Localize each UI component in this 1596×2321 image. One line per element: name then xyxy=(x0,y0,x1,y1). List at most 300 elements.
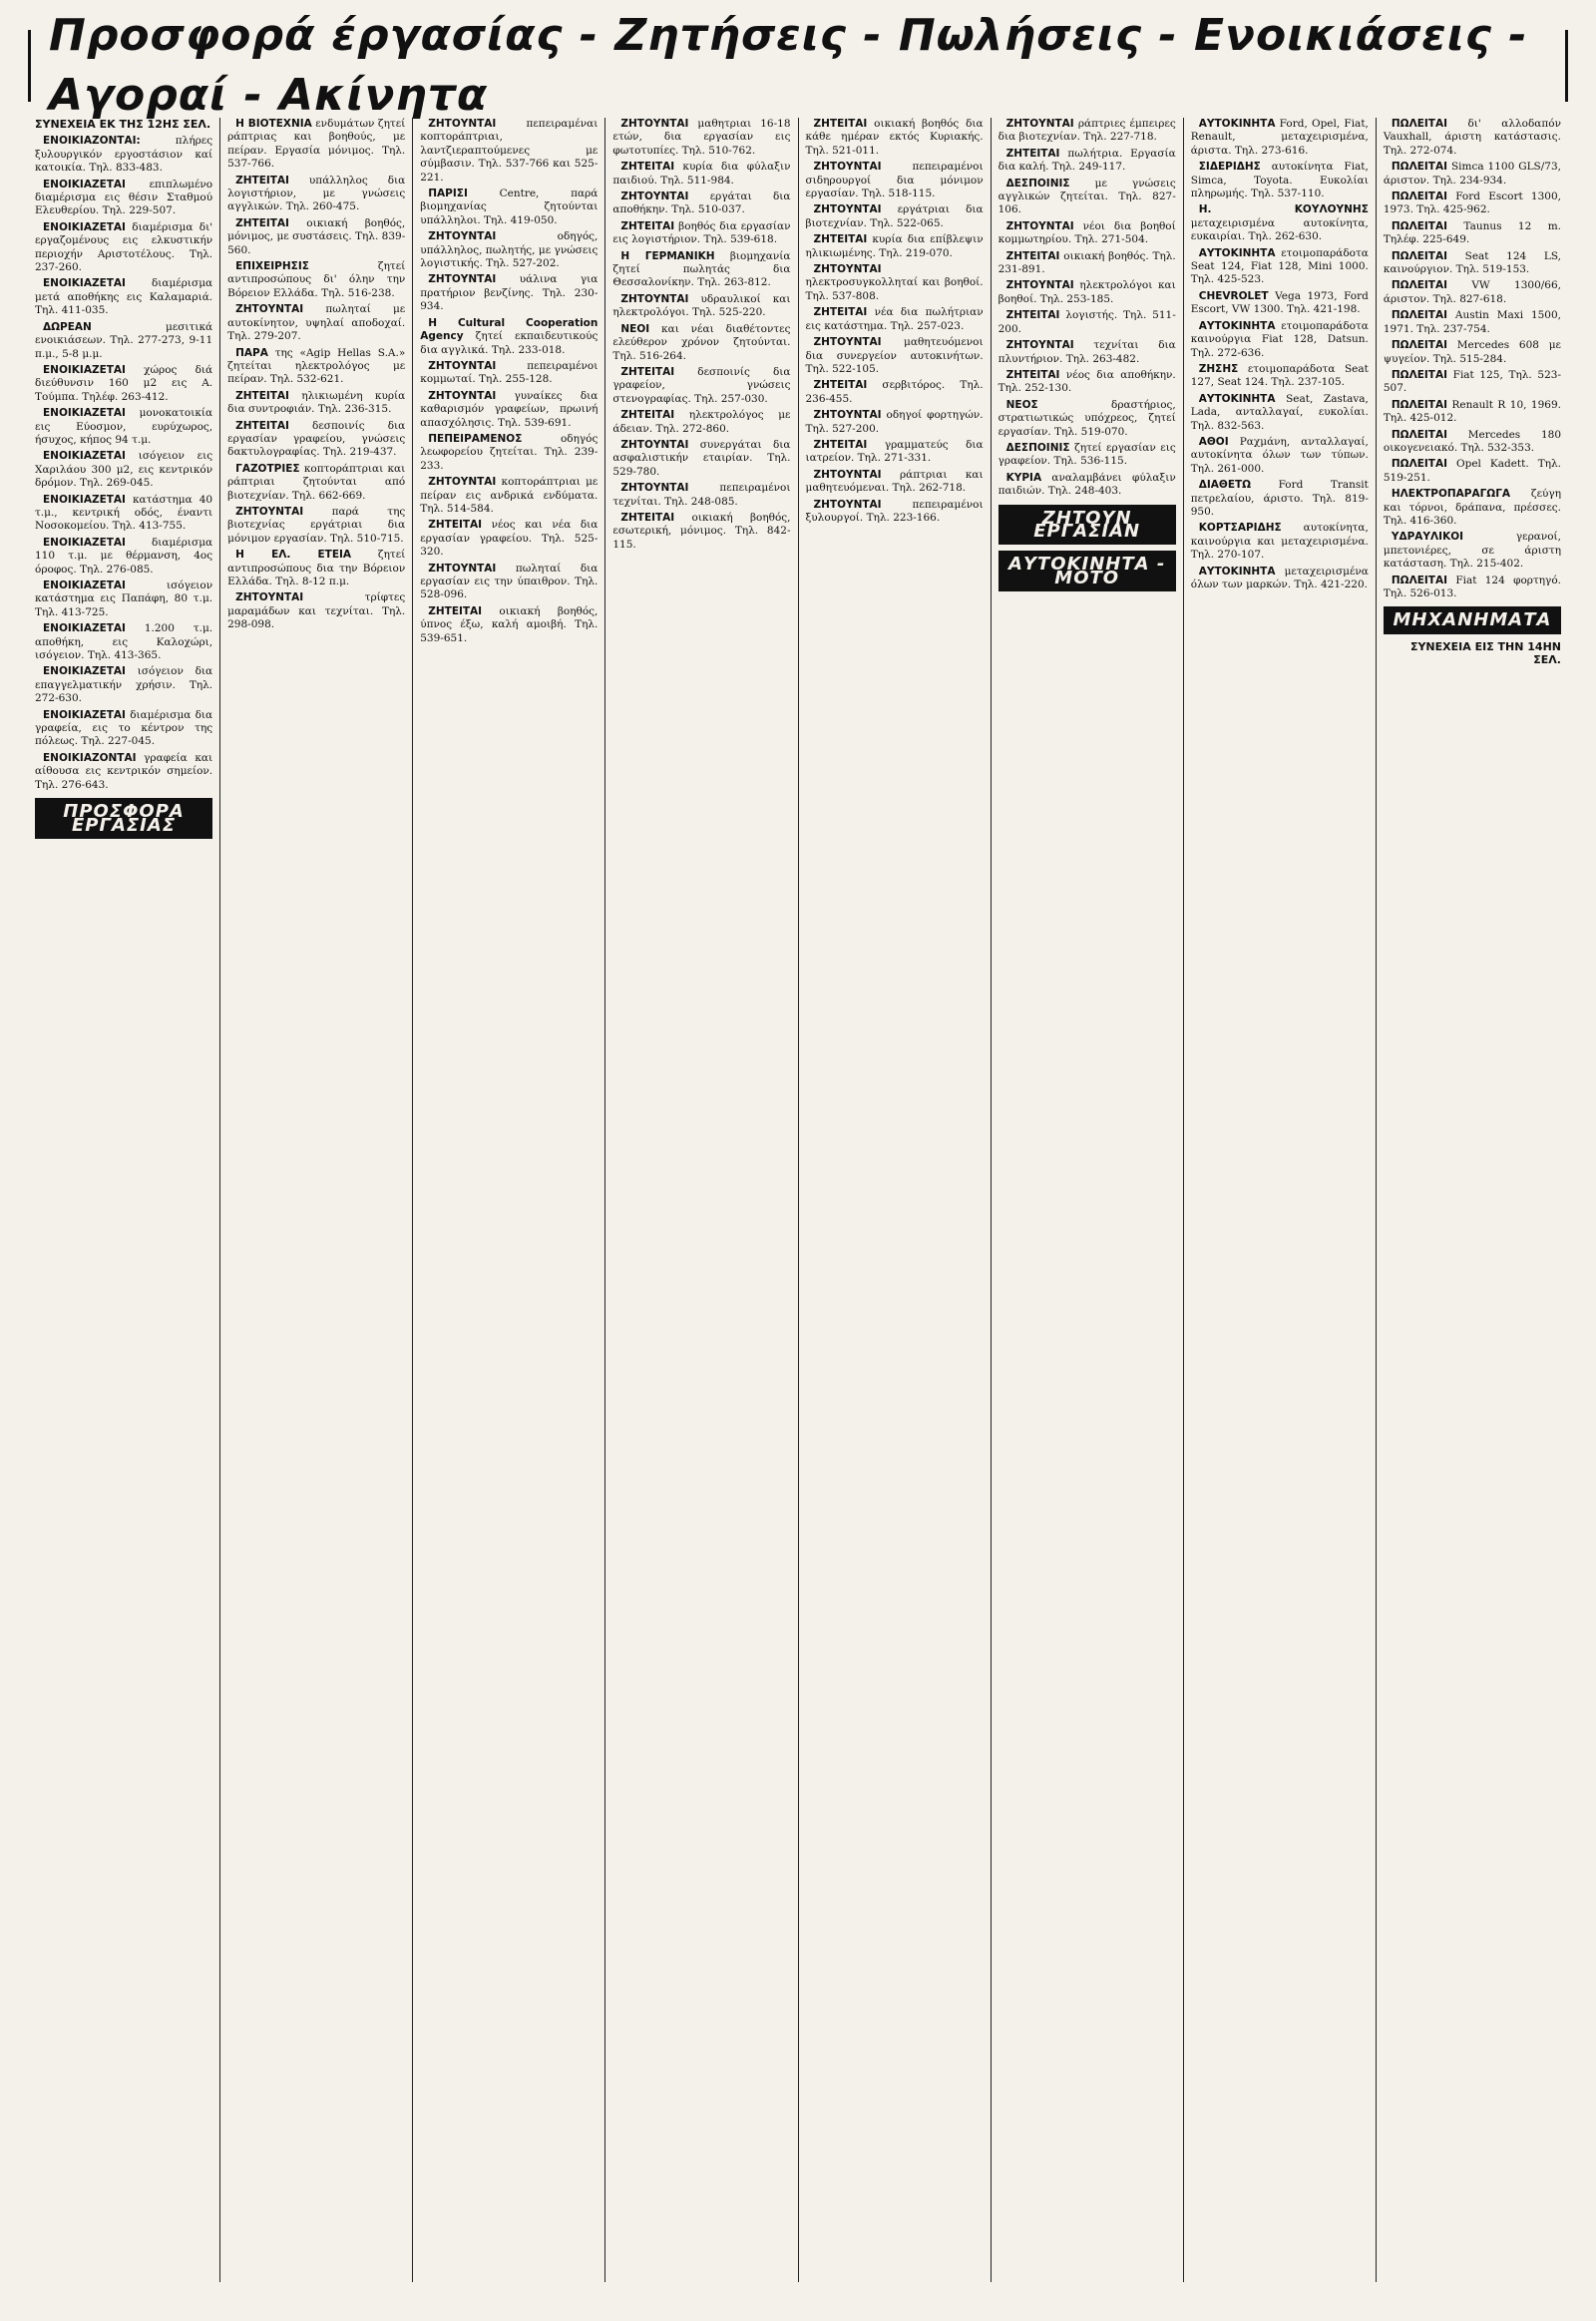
ad-lead: ΕΝΟΙΚΙΑΖΕΤΑΙ xyxy=(43,536,126,549)
ad-text: ράπτριες έμπειρες δια βιοτεχνίαν. Τηλ. 227-718. xyxy=(998,118,1176,144)
ad-lead: ΠΑΡΑ xyxy=(235,346,268,359)
ad-lead: ΓΑΖΟΤΡΙΕΣ xyxy=(235,462,300,475)
column-4 xyxy=(605,118,798,2282)
ad-text: Centre, παρά βιομηχανίας ζητούνται υπάλληλοι. Τηλ. 419-050. xyxy=(420,188,598,226)
ad-lead: ΠΩΛΕΙΤΑΙ xyxy=(1391,279,1447,292)
ad-lead: ΠΑΡΙΣΙ xyxy=(428,188,468,200)
ad-text: υπάλληλος δια λογιστήριον, με γνώσεις αγγλικών. Τηλ. 260-475. xyxy=(227,174,406,213)
ad-text: σερβιτόρος. Τηλ. 236-455. xyxy=(805,379,984,405)
ad-text: γραφεία και αίθουσα εις κεντρικόν σημείον. Τηλ. 276-643. xyxy=(35,751,213,791)
ad-lead: ΖΗΤΕΙΤΑΙ xyxy=(235,174,289,187)
ad-lead: ΕΝΟΙΚΙΑΖΕΤΑΙ xyxy=(43,622,126,635)
classified-ad xyxy=(227,420,405,460)
classified-ad xyxy=(1191,393,1369,433)
ad-lead: ΖΗΤΕΙΤΑΙ xyxy=(620,219,675,232)
ad-text: οικιακή βοηθός. Τηλ. 231-891. xyxy=(998,249,1176,276)
ad-lead: Η ΕΛ. ΕΤΕΙΑ xyxy=(235,549,352,562)
ad-text: Seat 124 LS, καινούργιον. Τηλ. 519-153. xyxy=(1383,249,1561,276)
classified-ad xyxy=(420,230,598,270)
ad-text: Ford Transit πετρελαίου, άριστο. Τηλ. 819-950. xyxy=(1190,479,1369,518)
ad-text: Opel Kadett. Τηλ. 519-251. xyxy=(1383,458,1561,484)
classified-ad xyxy=(35,221,212,275)
ad-text: νέα δια πωλήτριαν εις κατάστημα. Τηλ. 257-023. xyxy=(805,306,984,332)
column-ads xyxy=(612,118,790,552)
ad-text: ενδυμάτων ζητεί ράπτριας και βοηθούς, με πείραν. Εργασία μόνιμος. Τηλ. 537-766. xyxy=(227,118,406,171)
classified-ad xyxy=(1384,279,1561,306)
classified-ad xyxy=(1191,290,1369,317)
ad-lead: ΚΟΡΤΣΑΡΙΔΗΣ xyxy=(1198,522,1282,535)
ad-lead: ΣΙΔΕΡΙΔΗΣ xyxy=(1198,161,1261,174)
classified-ad xyxy=(420,433,598,473)
ad-text: πεπειραμένοι ξυλουργοί. Τηλ. 223-166. xyxy=(805,498,984,524)
ad-text: οικιακή βοηθός, ύπνος έξω, καλή αμοιβή. Τηλ. 539-651. xyxy=(420,604,598,644)
classified-ad xyxy=(998,118,1176,145)
ad-lead: ΠΩΛΕΙΤΑΙ xyxy=(1391,309,1447,322)
classified-ad xyxy=(420,519,598,559)
ad-text: δεσποινίς δια εργασίαν γραφείου, γνώσεις δακτυλογραφίας. Τηλ. 219-437. xyxy=(227,419,406,459)
ad-lead: ΖΗΤΟΥΝΤΑΙ xyxy=(235,591,304,604)
ad-lead: ΖΗΤΕΙΤΑΙ xyxy=(813,438,868,451)
ad-lead: ΖΗΤΕΙΤΑΙ xyxy=(1005,249,1060,262)
classified-ad xyxy=(420,605,598,645)
ad-text: Ford, Opel, Fiat, Renault, μεταχειρισμένα, άριστα. Τηλ. 273-616. xyxy=(1190,118,1369,157)
ad-text: κυρία δια φύλαξιν παιδιού. Τηλ. 511-984. xyxy=(612,161,791,187)
ad-lead: ΕΝΟΙΚΙΑΖΕΤΑΙ xyxy=(43,493,126,506)
classified-ad xyxy=(1191,203,1369,243)
ad-lead: ΠΩΛΕΙΤΑΙ xyxy=(1391,118,1447,130)
column-5 xyxy=(799,118,992,2282)
classified-ad xyxy=(1191,436,1369,476)
ad-lead: ΖΗΤΕΙΤΑΙ xyxy=(813,233,868,246)
ad-lead: ΝΕΟΣ xyxy=(1005,398,1038,411)
ad-lead: ΖΗΤΟΥΝΤΑΙ xyxy=(1005,219,1074,232)
classified-ad xyxy=(612,439,790,479)
classified-ad xyxy=(35,277,212,317)
classified-ad xyxy=(998,250,1176,277)
column-6 xyxy=(992,118,1184,2282)
ad-text: διαμέρισμα 110 τ.μ. με θέρμανση, 4ος όροφος. Τηλ. 276-085. xyxy=(35,536,213,576)
classified-ad xyxy=(1191,118,1369,158)
ad-text: μονοκατοικία εις Εύοσμον, ευρύχωρος, ήσυχος, κήπος 94 τ.μ. xyxy=(35,407,213,446)
classified-ad xyxy=(227,591,405,631)
ad-text: γραμματεύς δια ιατρείον. Τηλ. 271-331. xyxy=(805,438,984,465)
classified-ad xyxy=(806,469,984,496)
classified-ad xyxy=(420,360,598,387)
ad-lead: ΠΩΛΕΙΤΑΙ xyxy=(1391,398,1447,411)
ad-lead: ΔΕΣΠΟΙΝΙΣ xyxy=(1005,441,1070,454)
ad-lead: ΖΗΤΟΥΝΤΑΙ xyxy=(428,118,497,130)
ad-lead: ΕΝΟΙΚΙΑΖΟΝΤΑΙ xyxy=(43,751,137,764)
classified-ad xyxy=(1384,161,1561,188)
column-3 xyxy=(413,118,605,2282)
section-heading-cars: ΑΥΤΟΚΙΝΗΤΑ - ΜΟΤΟ xyxy=(998,551,1176,591)
classified-ad xyxy=(227,347,405,387)
ad-lead: ΖΗΤΟΥΝΤΑΙ xyxy=(620,438,689,451)
ad-lead: ΑΥΤΟΚΙΝΗΤΑ xyxy=(1198,319,1276,332)
ad-lead: ΖΗΤΕΙΤΑΙ xyxy=(1005,147,1060,160)
column-7 xyxy=(1184,118,1377,2282)
ad-text: 1.200 τ.μ. αποθήκη, εις Καλοχώρι, ισόγειον. Τηλ. 413-365. xyxy=(35,622,213,662)
classified-ad xyxy=(612,191,790,217)
ad-lead: ΖΗΤΟΥΝΤΑΙ xyxy=(813,263,882,276)
classified-ad xyxy=(35,321,212,361)
ad-text: μαθητριαι 16-18 ετών, δια εργασίαν εις φωτοτυπίες. Τηλ. 510-762. xyxy=(612,118,791,157)
classified-ad xyxy=(1384,309,1561,336)
ad-lead: ΖΗΤΕΙΤΑΙ xyxy=(620,409,675,422)
column-ads xyxy=(35,135,212,792)
ad-text: ισόγειον δια επαγγελματικήν χρήσιν. Τηλ. 272-630. xyxy=(35,665,213,705)
ad-text: Austin Maxi 1500, 1971. Τηλ. 237-754. xyxy=(1383,309,1561,335)
ad-lead: ΠΩΛΕΙΤΑΙ xyxy=(1391,428,1447,441)
ad-text: δεσποινίς δια γραφείον, γνώσεις στενογραφίας. Τηλ. 257-030. xyxy=(612,365,791,405)
ad-text: ηλικιωμένη κυρία δια συντροφιάν. Τηλ. 236-315. xyxy=(227,389,406,416)
ad-text: πλήρες ξυλουργικόν εργοστάσιον καί κατοικία. Τηλ. 833-483. xyxy=(35,135,213,175)
ad-lead: ΖΗΤΟΥΝΤΑΙ xyxy=(1005,279,1074,292)
classified-ad xyxy=(35,709,212,749)
ad-text: αυτοκίνητα Fiat, Simca, Toyota. Ευκολίαι πληρωμής. Τηλ. 537-110. xyxy=(1190,161,1369,200)
column-ads xyxy=(420,118,598,645)
ad-lead: ΖΗΤΟΥΝΤΑΙ xyxy=(428,476,497,489)
ad-text: Fiat 125, Τηλ. 523-507. xyxy=(1383,368,1561,395)
ad-lead: ΖΗΤΕΙΤΑΙ xyxy=(813,379,868,392)
ad-text: τρίφτες μαραμάδων και τεχνίται. Τηλ. 298-098. xyxy=(227,591,406,631)
ad-lead: ΕΝΟΙΚΙΑΖΕΤΑΙ xyxy=(43,178,126,191)
column-2 xyxy=(220,118,413,2282)
column-8 xyxy=(1377,118,1568,2282)
ad-text: ετοιμοπαράδοτα Seat 124, Fiat 128, Mini 1000. Τηλ. 425-523. xyxy=(1190,246,1369,286)
classified-ad xyxy=(1384,250,1561,277)
classified-ad xyxy=(420,188,598,227)
ad-lead: Η. ΚΟΥΛΟΥΝΗΣ xyxy=(1198,203,1369,216)
ad-lead: ΖΗΤΟΥΝΤΑΙ xyxy=(620,292,689,305)
ad-lead: ΠΩΛΕΙΤΑΙ xyxy=(1391,458,1447,471)
ad-lead: ΠΩΛΕΙΤΑΙ xyxy=(1391,249,1447,262)
ad-lead: ΕΝΟΙΚΙΑΖΕΤΑΙ xyxy=(43,665,126,678)
classified-ad xyxy=(998,472,1176,499)
classified-ad xyxy=(806,439,984,466)
classified-ad xyxy=(35,407,212,447)
classified-ad xyxy=(998,220,1176,247)
ad-text: οικιακή βοηθός δια κάθε ημέραν εκτός Κυριακής. Τηλ. 521-011. xyxy=(805,118,984,157)
classified-ad xyxy=(998,399,1176,439)
ad-lead: ΖΗΤΕΙΤΑΙ xyxy=(235,216,289,229)
classified-ad xyxy=(612,293,790,320)
classified-ad xyxy=(1384,575,1561,601)
ad-lead: ΖΗΤΕΙΤΑΙ xyxy=(620,511,675,524)
section-heading-job-offers: ΠΡΟΣΦΟΡΑ ΕΡΓΑΣΙΑΣ xyxy=(35,798,212,839)
ad-lead: ΖΗΣΗΣ xyxy=(1198,362,1239,375)
classified-ad xyxy=(612,409,790,436)
ad-text: Fiat 124 φορτηγό. Τηλ. 526-013. xyxy=(1383,574,1561,599)
classified-ad xyxy=(612,482,790,509)
ad-lead: ΖΗΤΕΙΤΑΙ xyxy=(235,419,289,432)
ad-lead: Η ΓΕΡΜΑΝΙΚΗ xyxy=(620,249,715,262)
ad-text: δραστήριος, στρατιωτικώς υπόχρεος, ζητεί εργασίαν. Τηλ. 519-070. xyxy=(998,398,1176,438)
ad-text: δι' αλλοδαπόν Vauxhall, άριστη κατάστασις. Τηλ. 272-074. xyxy=(1383,118,1561,157)
ad-text: ετοιμοπαράδοτα καινούργια Fiat 128, Datsun. Τηλ. 272-636. xyxy=(1190,319,1369,359)
ad-lead: ΖΗΤΟΥΝΤΑΙ xyxy=(813,203,882,216)
ad-text: κοπτοράπτριαι με πείραν εις ανδρικά ενδύματα. Τηλ. 514-584. xyxy=(420,476,598,515)
ad-text: Ραχμάνη, ανταλλαγαί, αυτοκίνητα όλων των τύπων. Τηλ. 261-000. xyxy=(1190,435,1369,475)
ad-lead: ΕΝΟΙΚΙΑΖΕΤΑΙ xyxy=(43,450,126,463)
ad-lead: ΖΗΤΟΥΝΤΑΙ xyxy=(813,161,882,174)
ad-lead: ΠΩΛΕΙΤΑΙ xyxy=(1391,574,1447,586)
classified-ad xyxy=(227,118,405,172)
section-heading-machinery: ΜΗΧΑΝΗΜΑΤΑ xyxy=(1384,606,1561,633)
ad-text: Simca 1100 GLS/73, άριστον. Τηλ. 234-934. xyxy=(1383,161,1561,187)
ad-text: νέος δια αποθήκην. Τηλ. 252-130. xyxy=(998,368,1176,395)
classified-ad xyxy=(420,563,598,602)
ad-text: υάλινα για πρατήριον βενζίνης. Τηλ. 230-934. xyxy=(420,273,598,313)
column-1 xyxy=(28,118,220,2282)
ad-text: μεσιτικά ενοικιάσεων. Τηλ. 277-273, 9-11 π.μ., 5-8 μ.μ. xyxy=(35,320,213,360)
ad-lead: ΖΗΤΕΙΤΑΙ xyxy=(428,604,483,617)
classified-ad xyxy=(35,494,212,534)
continuation-from-note: ΣΥΝΕΧΕΙΑ ΕΚ ΤΗΣ 12ΗΣ ΣΕΛ. xyxy=(35,118,211,131)
ad-text: διαμέρισμα δια γραφεία, εις το κέντρον της πόλεως. Τηλ. 227-045. xyxy=(35,708,213,748)
column-ads xyxy=(227,118,405,632)
classified-ad xyxy=(420,118,598,185)
ad-text: μεταχειρισμένα αυτοκίνητα, ευκαιρίαι. Τηλ. 262-630. xyxy=(1190,216,1369,243)
classified-ad xyxy=(227,217,405,257)
ad-text: Ford Escort 1300, 1973. Τηλ. 425-962. xyxy=(1383,191,1561,216)
ad-lead: ΠΕΠΕΙΡΑΜΕΝΟΣ xyxy=(428,432,523,445)
ad-text: κυρία δια επίβλεψιν ηλικιωμένης. Τηλ. 219-070. xyxy=(805,233,984,259)
ad-lead: ΑΥΤΟΚΙΝΗΤΑ xyxy=(1198,392,1276,405)
classified-ad xyxy=(612,118,790,158)
ad-lead: ΖΗΤΕΙΤΑΙ xyxy=(1005,309,1060,322)
classified-ad xyxy=(420,476,598,516)
classified-ad xyxy=(1191,161,1369,200)
classified-ad xyxy=(1384,399,1561,426)
classified-ad xyxy=(1191,522,1369,562)
ad-lead: ΖΗΤΕΙΤΑΙ xyxy=(235,389,289,402)
classified-ad xyxy=(998,309,1176,336)
ad-lead: ΕΝΟΙΚΙΑΖΕΤΑΙ xyxy=(43,220,126,233)
ad-lead: ΑΘΟΙ xyxy=(1198,435,1229,448)
section-heading-job-seekers: ΖΗΤΟΥΝ ΕΡΓΑΣΙΑΝ xyxy=(998,505,1176,546)
ad-text: αυτοκίνητα, καινούργια και μεταχειρισμένα. Τηλ. 270-107. xyxy=(1190,522,1369,562)
ad-lead: ΔΙΑΘΕΤΩ xyxy=(1198,479,1252,492)
ad-lead: ΖΗΤΟΥΝΤΑΙ xyxy=(620,191,689,203)
ad-lead: ΖΗΤΕΙΤΑΙ xyxy=(1005,368,1060,381)
ad-text: Vega 1973, Ford Escort, VW 1300. Τηλ. 421-198. xyxy=(1190,289,1369,316)
classified-ad xyxy=(227,260,405,300)
ad-lead: ΖΗΤΟΥΝΤΑΙ xyxy=(620,118,689,130)
classified-ad xyxy=(612,220,790,247)
ad-lead: ΖΗΤΕΙΤΑΙ xyxy=(620,365,675,378)
ad-text: μαθητευόμενοι δια συνεργείον αυτοκινήτων. Τηλ. 522-105. xyxy=(805,336,984,375)
ad-text: VW 1300/66, άριστον. Τηλ. 827-618. xyxy=(1383,279,1561,305)
ad-text: οδηγοί φορτηγών. Τηλ. 527-200. xyxy=(805,409,984,435)
classified-ad xyxy=(35,622,212,662)
classified-ad xyxy=(1384,488,1561,528)
ad-lead: ΖΗΤΟΥΝΤΑΙ xyxy=(813,468,882,481)
ad-text: νέος και νέα δια εργασίαν γραφείου. Τηλ. 525-320. xyxy=(420,519,598,559)
ad-lead: ΗΛΕΚΤΡΟΠΑΡΑΓΩΓΑ xyxy=(1391,488,1511,501)
ad-lead: ΖΗΤΕΙΤΑΙ xyxy=(813,306,868,319)
ad-text: πεπειραμέναι κοπτοράπτριαι, λαντζιεραπτούμενες με σύμβασιν. Τηλ. 537-766 και 525-221. xyxy=(420,118,598,184)
ad-text: κατάστημα 40 τ.μ., κεντρική οδός, έναντι Νοσοκομείου. Τηλ. 413-755. xyxy=(35,493,213,533)
classified-ad xyxy=(227,303,405,343)
classified-ad xyxy=(998,442,1176,469)
ad-text: με γνώσεις αγγλικών ζητείται. Τηλ. 827-106. xyxy=(998,177,1176,216)
ad-lead: Η ΒΙΟΤΕΧΝΙΑ xyxy=(235,118,312,130)
ad-lead: ΖΗΤΕΙΤΑΙ xyxy=(428,519,483,532)
column-ads xyxy=(1384,118,1561,600)
ad-text: Mercedes 180 οικογενειακό. Τηλ. 532-353. xyxy=(1383,428,1561,454)
ad-lead: ΖΗΤΟΥΝΤΑΙ xyxy=(1005,118,1074,130)
ad-lead: ΕΝΟΙΚΙΑΖΕΤΑΙ xyxy=(43,708,126,721)
classified-ad xyxy=(227,506,405,546)
ad-text: χώρος διά διεύθυνσιν 160 μ2 εις Α. Τούμπα. Τηλέφ. 263-412. xyxy=(35,363,213,403)
classified-ad xyxy=(612,366,790,406)
classified-ad xyxy=(1191,479,1369,519)
ad-text: και νέαι διαθέτοντες ελεύθερον χρόνον ζητούνται. Τηλ. 516-264. xyxy=(612,322,791,362)
ad-lead: ΕΝΟΙΚΙΑΖΕΤΑΙ xyxy=(43,580,126,591)
ad-text: γερανοί, μπετονιέρες, σε άριστη κατάσταση. Τηλ. 215-402. xyxy=(1383,531,1561,571)
ad-text: εργάται δια αποθήκην. Τηλ. 510-037. xyxy=(612,191,791,216)
continuation-to-note: ΣΥΝΕΧΕΙΑ ΕΙΣ ΤΗΝ 14ΗΝ ΣΕΛ. xyxy=(1409,639,1561,667)
ad-lead: ΕΝΟΙΚΙΑΖΟΝΤΑΙ: xyxy=(43,135,141,148)
ad-lead: ΖΗΤΟΥΝΤΑΙ xyxy=(428,562,497,575)
classified-ad xyxy=(1191,363,1369,390)
classified-ad xyxy=(806,306,984,333)
ad-text: γυναίκες δια καθαρισμόν γραφείων, πρωινή απασχόλησις. Τηλ. 539-691. xyxy=(420,389,598,429)
ad-text: πωληταί με αυτοκίνητον, υψηλαί αποδοχαί. Τηλ. 279-207. xyxy=(227,303,406,343)
classified-ad xyxy=(612,512,790,552)
column-ads xyxy=(998,118,1176,499)
classified-ad xyxy=(1384,339,1561,366)
classified-ad xyxy=(1384,531,1561,571)
ad-lead: ΕΝΟΙΚΙΑΖΕΤΑΙ xyxy=(43,407,126,420)
ad-lead: ΑΥΤΟΚΙΝΗΤΑ xyxy=(1198,246,1276,259)
ad-lead: ΠΩΛΕΙΤΑΙ xyxy=(1391,161,1447,174)
classified-ad xyxy=(806,161,984,200)
classified-ad xyxy=(998,148,1176,175)
ad-lead: ΑΥΤΟΚΙΝΗΤΑ xyxy=(1198,565,1276,578)
ad-text: υδραυλικοί και ηλεκτρολόγοι. Τηλ. 525-220. xyxy=(612,292,791,319)
ad-text: παρά της βιοτεχνίας εργάτριαι δια μόνιμον εργασίαν. Τηλ. 510-715. xyxy=(227,505,406,545)
classified-ad xyxy=(35,752,212,792)
classified-ad xyxy=(806,409,984,436)
ad-lead: ΖΗΤΟΥΝΤΑΙ xyxy=(428,273,497,286)
ad-text: οδηγός λεωφορείου ζητείται. Τηλ. 239-233. xyxy=(420,432,598,472)
ad-text: Mercedes 608 με ψυγείον. Τηλ. 515-284. xyxy=(1383,339,1561,365)
page-title: Προσφορά έργασίας - Ζητήσεις - Πωλήσεις - Ενοικιάσεις - Αγοραί - Ακίνητα xyxy=(31,6,1565,126)
ad-lead: ΝΕΟΙ xyxy=(620,322,650,335)
classified-ad xyxy=(35,665,212,705)
ad-text: ζεύγη και τόρνοι, δράπανα, πρέσσες. Τηλ. 416-360. xyxy=(1383,488,1561,527)
ad-text: οικιακή βοηθός, εσωτερική, μόνιμος. Τηλ. 842-115. xyxy=(612,511,791,551)
classified-ad xyxy=(806,379,984,406)
ad-text: ζητεί αντιπροσώπους δι' όλην την Βόρειον Ελλάδα. Τηλ. 516-238. xyxy=(227,260,406,299)
classified-ad xyxy=(1384,191,1561,217)
ad-text: ισόγειον κατάστημα εις Παπάφη, 80 τ.μ. Τηλ. 413-725. xyxy=(35,580,213,618)
ad-text: βοηθός δια εργασίαν εις λογιστήριον. Τηλ. 539-618. xyxy=(612,219,791,246)
classified-ad xyxy=(806,203,984,230)
classified-ad xyxy=(1384,429,1561,456)
ad-lead: ΖΗΤΕΙΤΑΙ xyxy=(620,161,675,174)
ad-text: ηλεκτρολόγος με άδειαν. Τηλ. 272-860. xyxy=(612,409,791,435)
classified-ad xyxy=(35,450,212,490)
ad-lead: ΖΗΤΟΥΝΤΑΙ xyxy=(235,505,304,518)
classified-ad xyxy=(806,336,984,376)
ad-text: ισόγειον εις Χαριλάου 300 μ2, εις κεντρικόν δρόμον. Τηλ. 269-045. xyxy=(35,450,213,490)
classified-ad xyxy=(420,390,598,430)
classified-ad xyxy=(420,317,598,357)
ad-lead: ΖΗΤΟΥΝΤΑΙ xyxy=(813,498,882,511)
ad-text: Renault R 10, 1969. Τηλ. 425-012. xyxy=(1383,398,1561,425)
ad-text: ζητεί εκπαιδευτικούς δια αγγλικά. Τηλ. 233-018. xyxy=(420,330,598,356)
classified-ad xyxy=(420,273,598,313)
ad-lead: ΔΩΡΕΑΝ xyxy=(43,320,92,333)
classified-ad xyxy=(35,537,212,577)
column-ads xyxy=(1191,118,1369,591)
classified-ad xyxy=(1191,320,1369,360)
column-ads xyxy=(806,118,984,525)
ad-text: πεπειραμένοι σιδηρουργοί δια μόνιμον εργασίαν. Τηλ. 518-115. xyxy=(805,161,984,200)
ad-lead: ΠΩΛΕΙΤΑΙ xyxy=(1391,368,1447,381)
ad-lead: ΑΥΤΟΚΙΝΗΤΑ xyxy=(1198,118,1276,130)
classified-ad xyxy=(227,390,405,417)
newspaper-masthead xyxy=(28,10,1568,121)
classified-ad xyxy=(35,364,212,404)
ad-text: πωλήτρια. Εργασία δια καλή. Τηλ. 249-117. xyxy=(998,147,1176,174)
ad-text: πωληταί δια εργασίαν εις την ύπαιθρον. Τηλ. 528-096. xyxy=(420,562,598,601)
ad-text: βιομηχανία ζητεί πωλητάς δια Θεσσαλονίκην. Τηλ. 263-812. xyxy=(612,249,791,289)
classified-ad xyxy=(998,339,1176,366)
ad-lead: ΠΩΛΕΙΤΑΙ xyxy=(1391,339,1447,352)
ad-lead: ΖΗΤΟΥΝΤΑΙ xyxy=(813,409,882,422)
ad-text: ράπτριαι και μαθητευόμεναι. Τηλ. 262-718. xyxy=(805,468,984,495)
classified-ad xyxy=(806,233,984,260)
classified-columns xyxy=(28,118,1568,2282)
classified-ad xyxy=(1384,369,1561,396)
classified-ad xyxy=(1384,220,1561,247)
ad-lead: ΖΗΤΕΙΤΑΙ xyxy=(813,118,868,130)
classified-ad xyxy=(227,549,405,588)
ad-text: διαμέρισμα μετά αποθήκης εις Καλαμαριά. Τηλ. 411-035. xyxy=(35,277,213,317)
ad-text: λογιστής. Τηλ. 511-200. xyxy=(998,309,1176,335)
ad-lead: ΚΥΡΙΑ xyxy=(1005,471,1042,484)
classified-ad xyxy=(35,135,212,175)
classified-ad xyxy=(612,323,790,363)
ad-text: πεπειραμένοι τεχνίται. Τηλ. 248-085. xyxy=(612,482,791,508)
ad-text: ζητεί αντιπροσώπους δια την Βόρειον Ελλάδα. Τηλ. 8-12 π.μ. xyxy=(227,549,406,587)
ad-text: συνεργάται δια ασφαλιστικήν εταιρίαν. Τηλ. 529-780. xyxy=(612,438,791,478)
classified-ad xyxy=(612,161,790,188)
classified-ad xyxy=(227,175,405,214)
classified-ad xyxy=(806,118,984,158)
classified-ad xyxy=(998,178,1176,217)
ad-text: επιπλωμένο διαμέρισμα εις θέσιν Σταθμού Ελευθερίου. Τηλ. 229-507. xyxy=(35,178,213,217)
classified-ad xyxy=(806,499,984,526)
ad-lead: Η Cultural Cooperation Agency xyxy=(420,316,598,343)
classified-ad xyxy=(1384,118,1561,158)
ad-text: αναλαμβάνει φύλαξιν παιδιών. Τηλ. 248-403. xyxy=(998,471,1176,498)
ad-lead: ΠΩΛΕΙΤΑΙ xyxy=(1391,191,1447,203)
ad-lead: ΕΝΟΙΚΙΑΖΕΤΑΙ xyxy=(43,363,126,376)
ad-text: κοπτοράπτριαι και ράπτριαι ζητούνται από βιοτεχνίαν. Τηλ. 662-669. xyxy=(227,462,406,502)
ad-lead: ΖΗΤΟΥΝΤΑΙ xyxy=(620,482,689,495)
ad-text: μεταχειρισμένα όλων των μαρκών. Τηλ. 421-220. xyxy=(1190,565,1369,590)
ad-text: οικιακή βοηθός, μόνιμος, με συστάσεις. Τηλ. 839-560. xyxy=(227,216,406,256)
classified-ad xyxy=(1384,458,1561,485)
ad-text: εργάτριαι δια βιοτεχνίαν. Τηλ. 522-065. xyxy=(805,203,984,229)
ad-text: τεχνίται δια πλυντήριον. Τηλ. 263-482. xyxy=(998,339,1176,365)
classified-ad xyxy=(998,369,1176,396)
